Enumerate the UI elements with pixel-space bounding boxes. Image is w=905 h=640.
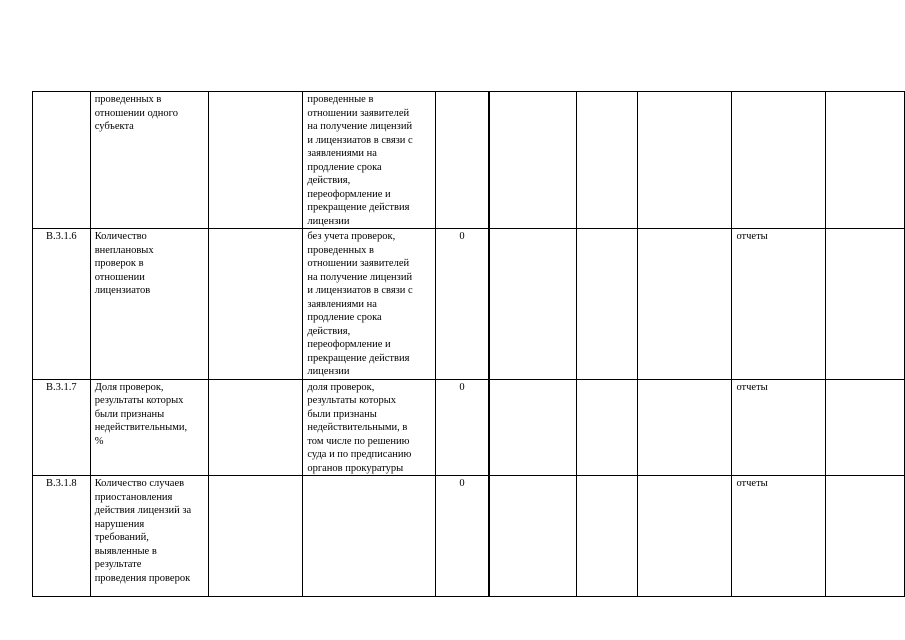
table-row [33, 229, 905, 380]
indicator-name: Доля проверок, результаты которых были признаны недействительными, % [90, 379, 208, 476]
data-source: отчеты [732, 229, 825, 380]
empty-cell [825, 476, 905, 597]
empty-cell [577, 229, 638, 380]
empty-cell [577, 476, 638, 597]
empty-cell [638, 92, 732, 229]
indicator-value: 0 [435, 229, 489, 380]
empty-cell [489, 476, 576, 597]
indicator-description: проведенные в отношении заявителей на получение лицензий и лицензиатов в связи с заявлениями на продление срока действия, переоформление и прекращение действия лицензии [303, 92, 435, 229]
empty-cell [577, 92, 638, 229]
data-source: отчеты [732, 379, 825, 476]
empty-cell [209, 229, 303, 380]
indicator-name: проведенных в отношении одного субъекта [90, 92, 208, 229]
indicator-description: без учета проверок, проведенных в отношении заявителей на получение лицензий и лицензиатов в связи с заявлениями на продление срока действия, переоформление и прекращение действия лицензии [303, 229, 435, 380]
empty-cell [638, 476, 732, 597]
empty-cell [209, 476, 303, 597]
empty-cell [638, 229, 732, 380]
indicator-value: 0 [435, 379, 489, 476]
indicator-value: 0 [435, 476, 489, 597]
empty-cell [825, 379, 905, 476]
table-row [33, 92, 905, 229]
empty-cell [577, 379, 638, 476]
indicator-name: Количество внеплановых проверок в отношении лицензиатов [90, 229, 208, 380]
indicator-code: В.3.1.6 [33, 229, 91, 380]
indicator-code: В.3.1.7 [33, 379, 91, 476]
empty-cell [489, 379, 576, 476]
table-row [33, 379, 905, 476]
indicator-table [32, 91, 905, 597]
empty-cell [489, 92, 576, 229]
data-source [732, 92, 825, 229]
indicator-description [303, 476, 435, 597]
empty-cell [825, 92, 905, 229]
indicator-code [33, 92, 91, 229]
empty-cell [825, 229, 905, 380]
indicator-code: В.3.1.8 [33, 476, 91, 597]
empty-cell [209, 379, 303, 476]
table-row [33, 476, 905, 597]
empty-cell [489, 229, 576, 380]
indicator-value [435, 92, 489, 229]
empty-cell [209, 92, 303, 229]
data-source: отчеты [732, 476, 825, 597]
indicator-description: доля проверок, результаты которых были признаны недействительными, в том числе по решению суда и по предписанию органов прокуратуры [303, 379, 435, 476]
indicator-name: Количество случаев приостановления действия лицензий за нарушения требований, выявленные в результате проведения проверок [90, 476, 208, 597]
empty-cell [638, 379, 732, 476]
